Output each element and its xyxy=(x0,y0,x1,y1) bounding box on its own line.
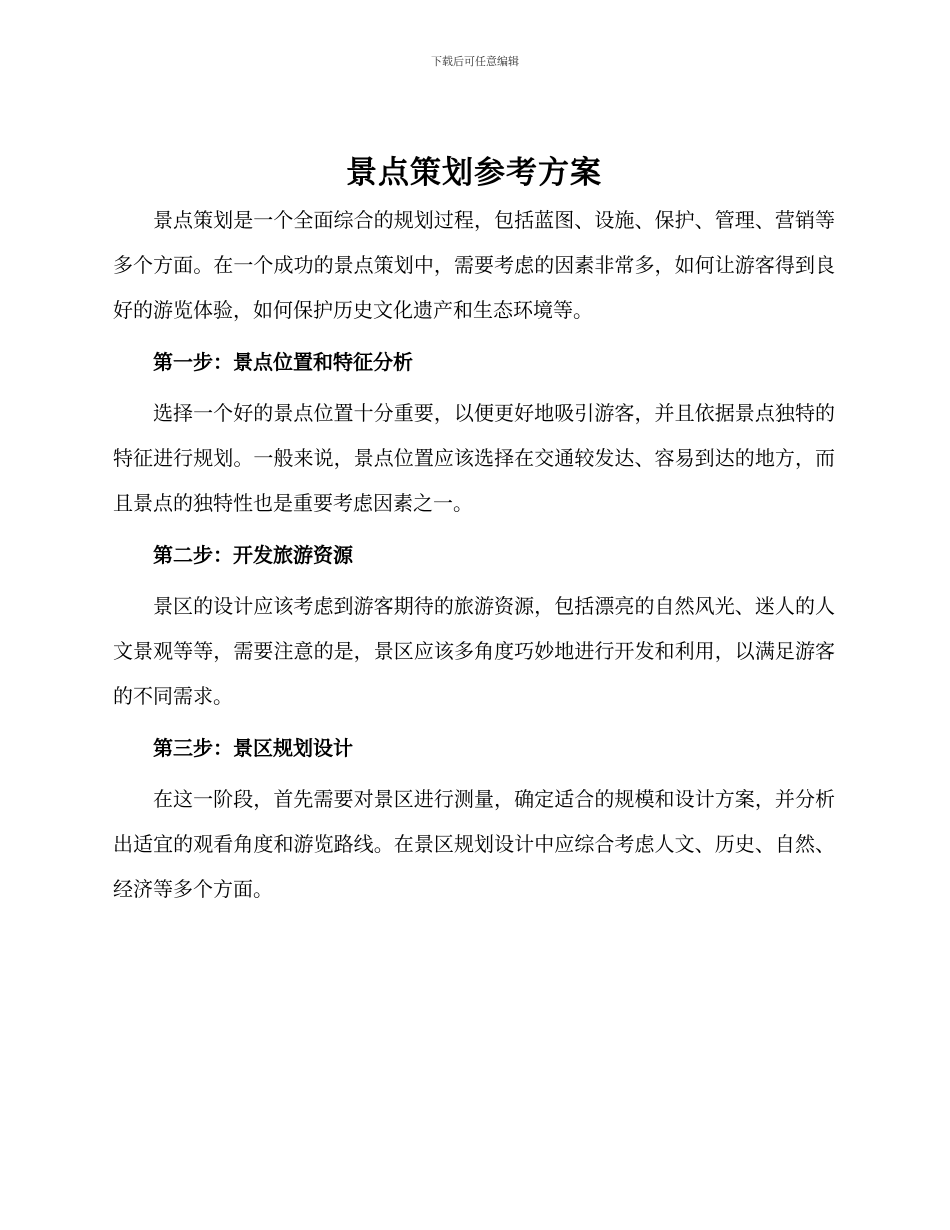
section-step-2 xyxy=(113,530,835,719)
document-content xyxy=(113,148,835,912)
section-step-1 xyxy=(113,337,835,526)
document-title: 景点策划参考方案 xyxy=(346,155,602,191)
section-step-3 xyxy=(113,723,835,912)
section-heading: 第三步：景区规划设计 xyxy=(153,736,353,760)
section-body: 选择一个好的景点位置十分重要，以便更好地吸引游客，并且依据景点独特的特征进行规划。一般来说，景点位置应该选择在交通较发达、容易到达的地方，而且景点的独特性也是重要考虑因素之一。 xyxy=(113,401,835,515)
section-heading: 第二步：开发旅游资源 xyxy=(153,543,353,567)
section-body: 景区的设计应该考虑到游客期待的旅游资源，包括漂亮的自然风光、迷人的人文景观等等，需要注意的是，景区应该多角度巧妙地进行开发和利用，以满足游客的不同需求。 xyxy=(113,594,835,708)
section-heading: 第一步：景点位置和特征分析 xyxy=(153,350,413,374)
intro-paragraph: 景点策划是一个全面综合的规划过程，包括蓝图、设施、保护、管理、营销等多个方面。在一个成功的景点策划中，需要考虑的因素非常多，如何让游客得到良好的游览体验，如何保护历史文化遗产和生态环境等。 xyxy=(113,208,835,322)
section-body: 在这一阶段，首先需要对景区进行测量，确定适合的规模和设计方案，并分析出适宜的观看角度和游览路线。在景区规划设计中应综合考虑人文、历史、自然、经济等多个方面。 xyxy=(113,787,835,901)
header-note: 下载后可任意编辑 xyxy=(431,55,519,68)
